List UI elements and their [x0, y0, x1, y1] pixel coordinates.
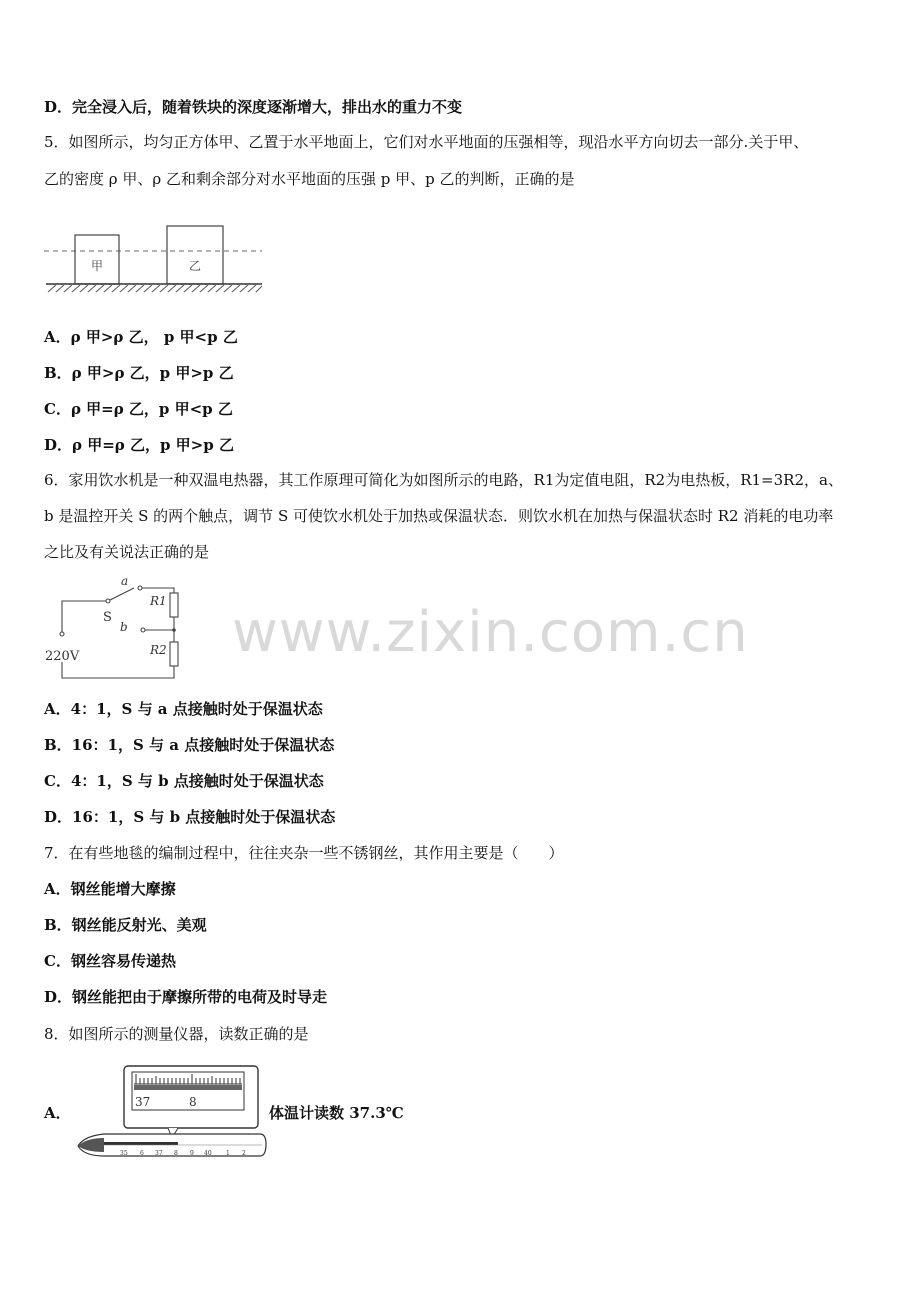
- q5-option-a: A．ρ 甲>ρ 乙， p 甲<p 乙: [44, 328, 238, 346]
- q7-option-d: D．钢丝能把由于摩擦所带的电荷及时导走: [44, 988, 328, 1006]
- q8-option-a-label: A．: [44, 1104, 71, 1122]
- contact-b-label: b: [120, 620, 128, 634]
- q6-option-a: A．4：1，S 与 a 点接触时处于保温状态: [44, 700, 323, 718]
- q5-blocks-figure: [44, 222, 266, 294]
- tick-41: 1: [226, 1150, 230, 1157]
- q5-stem-line2: 乙的密度 ρ 甲、ρ 乙和剩余部分对水平地面的压强 p 甲、p 乙的判断，正确的是: [44, 170, 575, 188]
- voltage-label: 220V: [45, 649, 80, 664]
- q7-option-b: B．钢丝能反射光、美观: [44, 916, 207, 934]
- q6-option-d: D．16：1，S 与 b 点接触时处于保温状态: [44, 808, 336, 826]
- q7-option-a: A．钢丝能增大摩擦: [44, 880, 176, 898]
- q5-stem-line1: 5．如图所示，均匀正方体甲、乙置于水平地面上，它们对水平地面的压强相等，现沿水平方向切去一部分.关于甲、: [44, 133, 809, 151]
- tick-36: 6: [140, 1150, 144, 1157]
- contact-a-label: a: [121, 574, 129, 588]
- q6-stem-line1: 6．家用饮水机是一种双温电热器，其工作原理可简化为如图所示的电路，R1为定值电阻，R2为电热板，R1=3R2，a、: [44, 471, 843, 489]
- q7-option-c: C．钢丝容易传递热: [44, 952, 176, 970]
- q6-circuit-figure: [44, 574, 194, 686]
- tick-42: 2: [242, 1150, 246, 1157]
- q8-option-a-text: 体温计读数 37.3℃: [269, 1104, 404, 1122]
- tick-38: 8: [174, 1150, 178, 1157]
- q4-option-d: D．完全浸入后，随着铁块的深度逐渐增大，排出水的重力不变: [44, 98, 463, 116]
- q5-option-d: D．ρ 甲=ρ 乙，p 甲>p 乙: [44, 436, 234, 454]
- tick-40: 40: [204, 1150, 212, 1157]
- tick-35: 35: [120, 1150, 128, 1157]
- tick-39: 9: [190, 1150, 194, 1157]
- q7-stem: 7．在有些地毯的编制过程中，往往夹杂一些不锈钢丝，其作用主要是（ ）: [44, 844, 564, 862]
- q6-stem-line2: b 是温控开关 S 的两个触点，调节 S 可使饮水机处于加热或保温状态．则饮水机在加热与保温状态时 R2 消耗的电功率: [44, 507, 834, 525]
- block-yi-label: 乙: [188, 259, 202, 273]
- r1-label: R1: [150, 594, 167, 608]
- zoom-8-label: 8: [189, 1095, 197, 1109]
- thermometer-figure: [74, 1064, 269, 1164]
- tick-37: 37: [155, 1150, 163, 1157]
- watermark: www.zixin.com.cn: [232, 600, 749, 665]
- q5-option-b: B．ρ 甲>ρ 乙，p 甲>p 乙: [44, 364, 234, 382]
- r2-label: R2: [150, 643, 167, 657]
- q6-stem-line3: 之比及有关说法正确的是: [44, 543, 210, 561]
- switch-s-label: S: [103, 610, 112, 625]
- q6-option-c: C．4：1，S 与 b 点接触时处于保温状态: [44, 772, 324, 790]
- q5-option-c: C．ρ 甲=ρ 乙，p 甲<p 乙: [44, 400, 233, 418]
- block-jia-label: 甲: [90, 259, 104, 273]
- q6-option-b: B．16：1，S 与 a 点接触时处于保温状态: [44, 736, 335, 754]
- q8-stem: 8．如图所示的测量仪器，读数正确的是: [44, 1025, 309, 1043]
- zoom-37-label: 37: [135, 1095, 151, 1109]
